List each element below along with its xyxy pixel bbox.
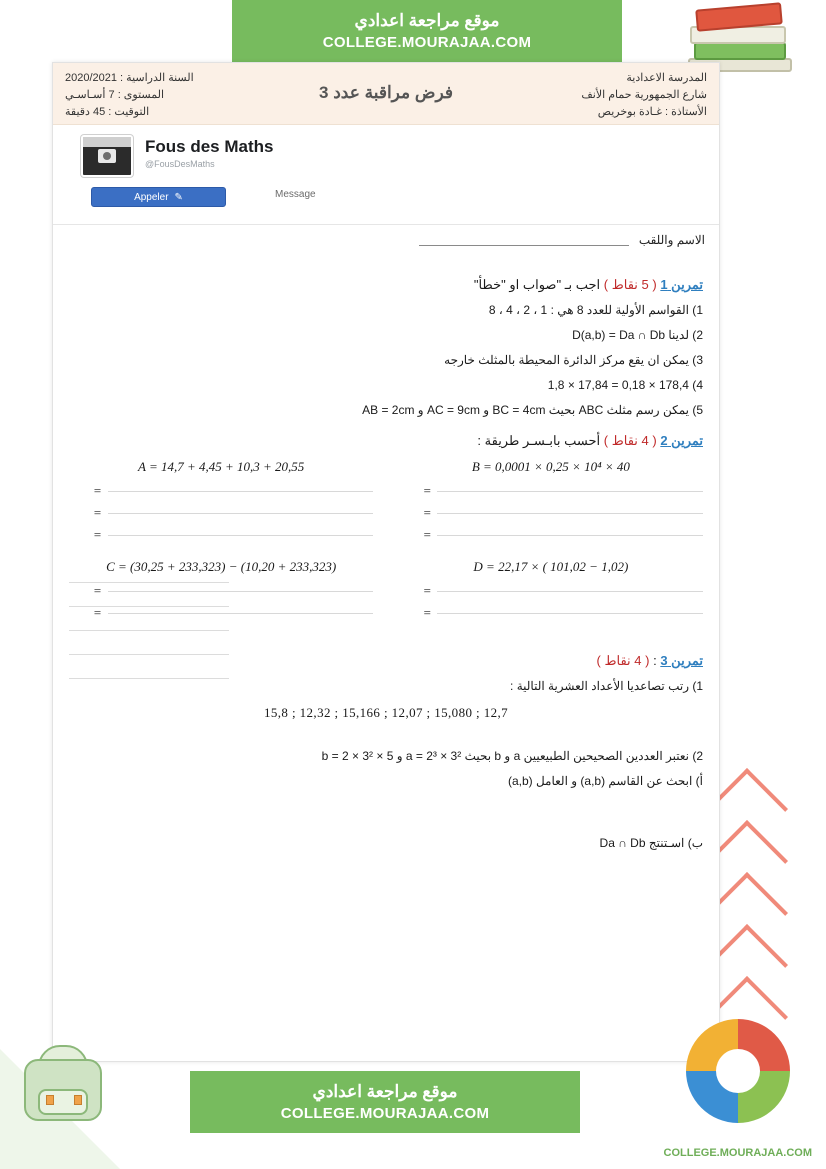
- answer-prefix: =: [93, 527, 102, 542]
- exam-sheet: [52, 62, 720, 1062]
- pencil-icon: ✎: [174, 191, 183, 203]
- answer-line[interactable]: [69, 559, 229, 583]
- backpack-icon: [16, 1039, 112, 1125]
- brand-name-ar: موقع مراجعة اعدادي: [354, 11, 500, 30]
- exercise-3-q2: 2) نعتبر العددين الصحيحين الطبيعيين a و b بحيث a = 2³ × 3² و b = 2 × 3² × 5: [321, 749, 703, 763]
- top-banner: [0, 0, 826, 62]
- school-name: المدرسة الاعدادية: [626, 72, 707, 84]
- expression-A: A = 14,7 + 4,45 + 10,3 + 20,55: [138, 459, 305, 474]
- expression-B: B = 0,0001 × 0,25 × 10⁴ × 40: [471, 459, 630, 474]
- exercise-2-label: تمرين 2: [660, 433, 703, 448]
- exercise-3-label: تمرين 3: [660, 653, 703, 668]
- answer-lines-group: [69, 559, 229, 679]
- page-name: Fous des Maths: [145, 137, 274, 156]
- answer-line[interactable]: [108, 513, 374, 514]
- footer-brand-name-ar: موقع مراجعة اعدادي: [312, 1082, 458, 1101]
- answer-line[interactable]: [69, 631, 229, 655]
- chevron-up-icon: [718, 780, 794, 826]
- footer-brand-banner: [190, 1071, 580, 1133]
- exercise-1-points: ( 5 نقاط ): [603, 277, 657, 292]
- answer-line[interactable]: [437, 513, 703, 514]
- chevron-up-icon: [718, 936, 794, 982]
- exercise-2-title: [69, 433, 703, 449]
- answer-prefix: =: [93, 505, 102, 520]
- answer-prefix: =: [422, 605, 432, 620]
- answer-line[interactable]: [69, 655, 229, 679]
- answer-line[interactable]: [69, 607, 229, 631]
- brand-url: COLLEGE.MOURAJAA.COM: [322, 34, 532, 51]
- answer-prefix: =: [422, 505, 432, 520]
- camera-icon: [98, 149, 116, 163]
- exercise-1-label: تمرين 1: [660, 277, 703, 292]
- school-supplies-wheel-icon: [686, 1019, 790, 1123]
- exercise-1-q5: 5) يمكن رسم مثلث ABC بحيث BC = 4cm و AC = 9cm و AB = 2cm: [362, 403, 703, 417]
- exercise-1-q2: 2) لدينا D(a,b) = Da ∩ Db: [572, 328, 703, 342]
- answer-prefix: =: [93, 583, 102, 598]
- message-button[interactable]: Message: [275, 189, 316, 200]
- teacher-name: الأستاذة : غـادة بوخريص: [597, 106, 707, 118]
- answer-line[interactable]: [437, 535, 703, 536]
- decorative-chevrons: [718, 780, 808, 1040]
- school-level: المستوى : 7 أسـاسـي: [65, 89, 165, 101]
- exercise-2-row-1: [69, 459, 703, 549]
- school-year: السنة الدراسية : 2020/2021: [65, 72, 194, 84]
- exercise-3-points: ( 4 نقاط ): [596, 653, 650, 668]
- footer-brand-url: COLLEGE.MOURAJAA.COM: [280, 1105, 490, 1122]
- answer-line[interactable]: [437, 613, 703, 614]
- student-name-label: الاسم واللقب: [638, 233, 705, 247]
- call-button[interactable]: [91, 187, 226, 207]
- exercise-3-q2b: ب) اسـتنتج Da ∩ Db: [599, 836, 703, 850]
- exam-duration: التوقيت : 45 دقيقة: [65, 106, 150, 118]
- answer-line[interactable]: [437, 591, 703, 592]
- expression-D: D = 22,17 × ( 101,02 − 1,02): [473, 559, 629, 574]
- document-header: [53, 63, 719, 125]
- answer-line[interactable]: [108, 535, 374, 536]
- exercise-1-q1: 1) القواسم الأولية للعدد 8 هي : 1 ، 2 ، 4 ، 8: [488, 303, 703, 317]
- facebook-profile-strip: [53, 125, 719, 225]
- chevron-up-icon: [718, 884, 794, 930]
- exam-body: [53, 259, 719, 852]
- exercise-1-instruction: اجب بـ "صواب او "خطأ": [473, 277, 601, 292]
- answer-prefix: =: [422, 527, 432, 542]
- exercise-3-numbers: 12,7 ; 15,080 ; 12,07 ; 15,166 ; 12,32 ; 15,8: [263, 705, 509, 720]
- chevron-up-icon: [718, 832, 794, 878]
- exercise-2-points: ( 4 نقاط ): [603, 433, 657, 448]
- answer-prefix: =: [422, 483, 432, 498]
- answer-line[interactable]: [108, 491, 374, 492]
- student-name-input[interactable]: [419, 245, 629, 246]
- call-button-label: Appeler: [134, 191, 169, 203]
- school-address: شارع الجمهورية حمام الأنف: [581, 89, 707, 101]
- answer-prefix: =: [93, 483, 102, 498]
- exercise-1-q4: 4) 178,4 × 0,18 = 17,84 × 1,8: [547, 378, 703, 392]
- expression-C: C = (30,25 + 233,323) − (10,20 + 233,323): [106, 559, 337, 574]
- brand-banner: [232, 0, 622, 62]
- exercise-2-instruction: أحسب بابـسـر طريقة :: [477, 433, 601, 448]
- exercise-3-title: تمرين 3 : ( 4 نقاط ): [596, 653, 703, 668]
- answer-prefix: =: [422, 583, 432, 598]
- page-handle: @FousDesMaths: [145, 159, 215, 169]
- answer-line[interactable]: [69, 583, 229, 607]
- answer-line[interactable]: [437, 491, 703, 492]
- answer-prefix: =: [93, 605, 102, 620]
- exercise-1-q3: 3) يمكن ان يقع مركز الدائرة المحيطة بالمثلث خارجه: [444, 353, 703, 367]
- exercise-3-q1: 1) رتب تصاعديا الأعداد العشرية التالية :: [510, 679, 703, 693]
- student-name-field: [53, 225, 719, 259]
- exercise-1-title: [69, 277, 703, 293]
- exercise-3-q2a: أ) ابحث عن القاسم (a,b) و العامل (a,b): [507, 774, 703, 788]
- footer-url-text: COLLEGE.MOURAJAA.COM: [663, 1147, 812, 1159]
- avatar: [81, 135, 133, 177]
- exam-title: فرض مراقبة عدد 3: [319, 83, 453, 102]
